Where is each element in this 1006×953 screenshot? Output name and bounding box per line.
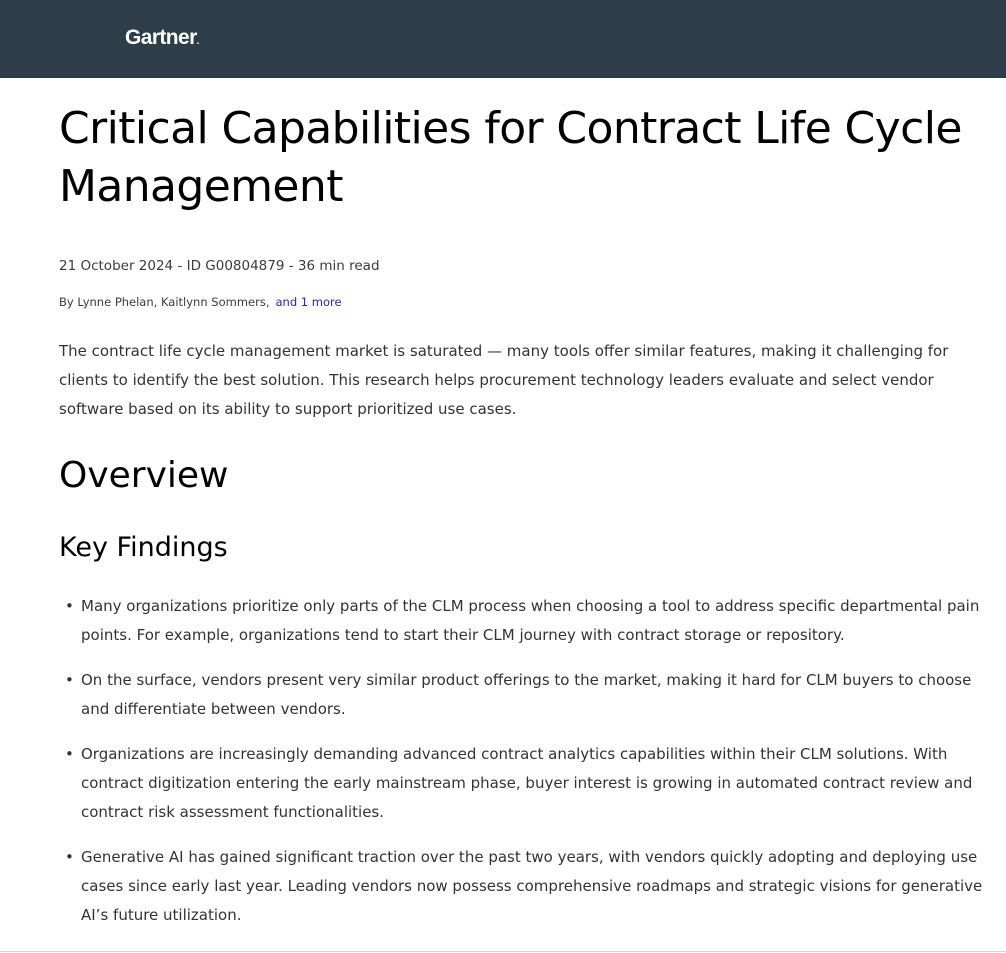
section-heading-overview: Overview [59,455,229,496]
gartner-logo[interactable] [125,26,199,50]
top-header-bar [0,0,1006,78]
article-meta: 21 October 2024 - ID G00804879 - 36 min read [59,258,380,274]
more-authors-link[interactable]: and 1 more [275,295,342,309]
key-findings-list [59,592,989,930]
article-summary: The contract life cycle management market is saturated — many tools offer similar features, making it challenging for clients to identify the best solution. This research helps procurement technology leaders evaluate and select vendor software based on its ability to support prioritized use cases. [59,342,949,418]
list-item: • On the surface, vendors present very similar product offerings to the market, making it hard for CLM buyers to choose and differentiate between vendors. [81,666,986,724]
logo-text: Gartner [125,26,197,49]
author-names: By Lynne Phelan, Kaitlynn Sommers, [59,295,270,309]
page-divider [0,951,1006,952]
list-item: • Generative AI has gained significant traction over the past two years, with vendors quickly adopting and deploying use cases since early last year. Leading vendors now possess comprehensive roadmaps and strategic visions for generative AI’s future utilization. [81,843,986,930]
logo-dot: . [196,36,199,47]
list-item: • Many organizations prioritize only parts of the CLM process when choosing a tool to address specific departmental pain points. For example, organizations tend to start their CLM journey with contract storage or repository. [81,592,986,650]
author-byline [59,294,989,310]
article-content [59,78,989,946]
list-item: • Organizations are increasingly demanding advanced contract analytics capabilities within their CLM solutions. With contract digitization entering the early mainstream phase, buyer interest is growing in automated contract review and contract risk assessment functionalities. [81,740,986,827]
page-title: Critical Capabilities for Contract Life Cycle Management [59,103,962,212]
subsection-heading-key-findings: Key Findings [59,532,228,563]
